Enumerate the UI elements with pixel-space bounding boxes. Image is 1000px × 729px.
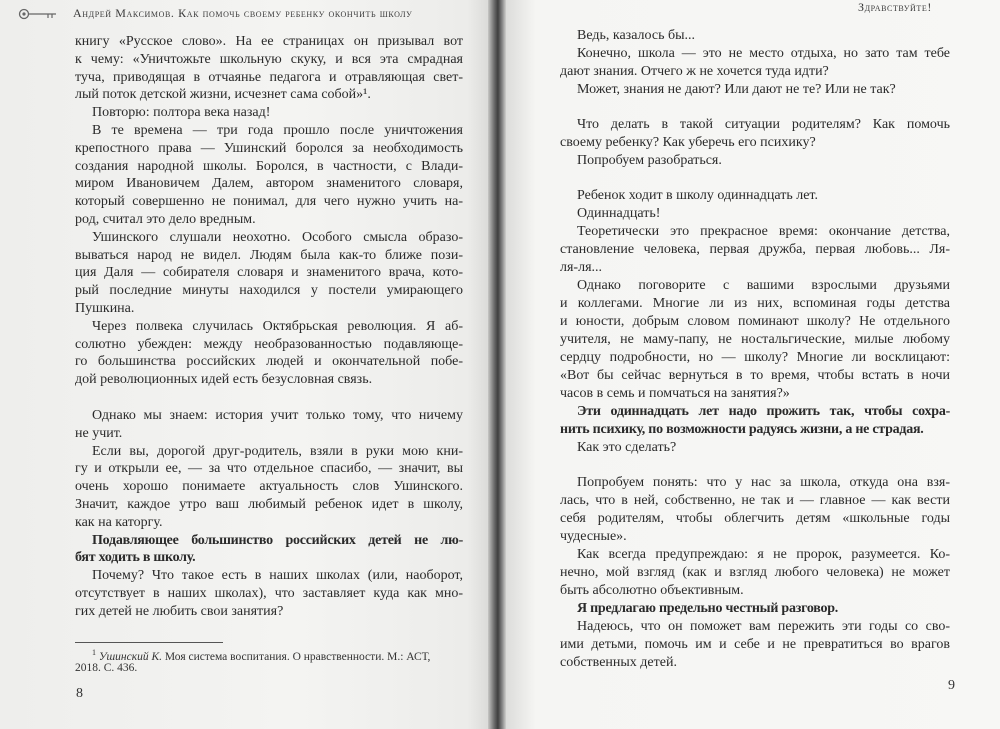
text-line: В те времена — три года прошло после уничтожения xyxy=(92,123,463,138)
footnote-text-continued: 2018. С. 436. xyxy=(75,662,138,674)
text-line: отсутствует в наших школах), что заставляет куда как мно- xyxy=(75,586,463,601)
text-line: гих детей не любить свои занятия? xyxy=(75,603,284,619)
text-line: Конечно, школа — это не место отдыха, но зато там тебе xyxy=(577,46,950,61)
text-line: не учит. xyxy=(75,425,123,441)
footnote-divider xyxy=(75,642,223,643)
text-line: лый поток детской жизни, исчезнет сама собой»¹. xyxy=(75,87,371,103)
footnote-text: Моя система воспитания. О нравственности. М.: АСТ, xyxy=(164,650,431,663)
text-line: дают знания. Отчего ж не хочется туда идти? xyxy=(560,64,829,79)
text-line: гу и открыли ее, — за что отдельное спасибо, — значит, вы xyxy=(75,461,463,477)
text-line: Пушкина. xyxy=(75,301,135,316)
text-line: Надеюсь, что он поможет вам пережить эти годы со сво- xyxy=(577,619,950,634)
text-line: который совершенно не понимал, для чего нужно учить на- xyxy=(75,194,463,210)
text-line: ция Даля — собирателя словаря и знаменитого врача, кото- xyxy=(75,265,463,281)
text-line: Одиннадцать! xyxy=(577,206,661,221)
text-line: Как это сделать? xyxy=(577,440,677,455)
page-number: 8 xyxy=(76,686,83,701)
right-page xyxy=(506,0,1000,729)
text-line: создания народной школы. Боролся, в частности, с Влади- xyxy=(75,158,463,174)
text-line: Значит, каждое утро ваш любимый ребенок идет в школу, xyxy=(75,497,463,512)
text-line: становление человека, первая дружба, первая любовь... Ля- xyxy=(560,242,950,257)
text-line: Как всегда предупреждаю: я не пророк, разумеется. Ко- xyxy=(577,547,950,562)
text-line: «Вот бы сейчас вернуться в то время, чтобы встать в ночи xyxy=(560,368,950,383)
text-line: Попробуем понять: что у нас за школа, откуда она взя- xyxy=(577,475,950,490)
running-head: Андрей Максимов. Как помочь своему ребенку окончить школу xyxy=(73,6,413,20)
text-line: Ребенок ходит в школу одиннадцать лет. xyxy=(577,188,818,203)
footnote xyxy=(92,645,430,665)
emphasis-line: нить психику, по возможности радуясь жизни, а не страдая. xyxy=(560,422,924,437)
text-line: Что делать в такой ситуации родителям? Как помочь xyxy=(577,117,950,132)
text-line: себя родителям, чтобы облегчить детям «школьные годы xyxy=(560,511,950,526)
text-line: сердцу подробности, но — школу? Многие ли восклицают: xyxy=(560,350,950,365)
running-head: Здравствуйте! xyxy=(858,0,932,14)
text-line: Однако поговорите с вашими взрослыми друзьями xyxy=(577,278,950,293)
text-line: своему ребенку? Как уберечь его психику? xyxy=(560,135,816,150)
text-line: ля-ля... xyxy=(560,260,603,275)
text-line: Однако мы знаем: история учит только тому, что ничему xyxy=(92,408,463,423)
text-line: Почему? Что такое есть в наших школах (или, наоборот, xyxy=(92,568,463,584)
text-line: очень хорошо понимаете актуальность слов Ушинского. xyxy=(75,479,463,495)
text-line: род, считал это дело вредным. xyxy=(75,212,256,227)
key-ornament-icon xyxy=(18,7,58,21)
text-line: и коллегами. Многие ли из них, вспоминая годы детства xyxy=(560,296,950,311)
text-line: книгу «Русское слово». На ее страницах он призывал вот xyxy=(75,34,463,49)
text-line: крепостного права — Ушинский боролся за необходимость xyxy=(75,140,463,156)
emphasis-line: Подавляющее большинство российских детей не лю- xyxy=(92,532,463,548)
emphasis-line: бят ходить в школу. xyxy=(75,550,196,566)
text-line: быть абсолютно объективным. xyxy=(560,583,744,598)
text-line: собственных детей. xyxy=(560,655,677,670)
text-line: лась, что в ней, собственно, не так и — главное — как вести xyxy=(560,493,950,508)
emphasis-line: Я предлагаю предельно честный разговор. xyxy=(577,601,838,616)
text-line: рый последние минуты находился у постели умирающего xyxy=(75,283,463,299)
page-number: 9 xyxy=(948,678,955,693)
text-line: туча, приводящая в отчаянье педагога и отравляющая свет- xyxy=(75,69,463,85)
text-line: вываться народ не видел. Людям была как-то ближе пози- xyxy=(75,247,463,263)
emphasis-line: Эти одиннадцать лет надо прожить так, чтобы сохра- xyxy=(577,404,950,419)
text-line: как на каторгу. xyxy=(75,514,163,530)
text-line: Теоретически это прекрасное время: окончание детства, xyxy=(577,224,950,239)
text-line: Ушинского слушали неохотно. Особого смысла образо- xyxy=(92,229,463,245)
text-line: и юности, добрым словом поминают школу? Не отдельного xyxy=(560,314,950,329)
text-line: Ведь, казалось бы... xyxy=(577,28,696,43)
text-line: ими детьми, помочь им и себе и не превратиться во врагов xyxy=(560,637,950,652)
text-line: дой революционных идей есть безусловная связь. xyxy=(75,372,373,388)
text-line: часов в семь и помчаться на занятия?» xyxy=(560,386,790,401)
text-line: Если вы, дорогой друг-родитель, взяли в руки мою кни- xyxy=(92,443,463,459)
text-line: нечно, мой взгляд (как и взгляд любого человека) не может xyxy=(560,565,950,580)
text-line: Повторю: полтора века назад! xyxy=(92,105,271,121)
text-line: чудесные». xyxy=(560,529,627,544)
left-page xyxy=(0,0,492,729)
text-line: солютно убежден: между необразованностью подавляюще- xyxy=(75,336,463,352)
text-line: миром Ивановичем Далем, автором знаменитого словаря, xyxy=(75,176,463,192)
footnote-marker: 1 xyxy=(92,648,96,657)
text-line: Может, знания не дают? Или дают не те? Или не так? xyxy=(577,82,896,97)
book-gutter xyxy=(488,0,506,729)
text-line: Через полвека случилась Октябрьская революция. Я аб- xyxy=(92,318,463,334)
text-line: Попробуем разобраться. xyxy=(577,153,722,168)
text-line: го большинства российских людей и окончательной побе- xyxy=(75,354,463,370)
text-line: к чему: «Уничтожьте школьную скуку, и вся эта смрадная xyxy=(75,51,463,67)
footnote-author: Ушинский К. xyxy=(98,650,162,663)
text-line: учителя, не маму-папу, не ностальгические, милые любому xyxy=(560,332,950,347)
